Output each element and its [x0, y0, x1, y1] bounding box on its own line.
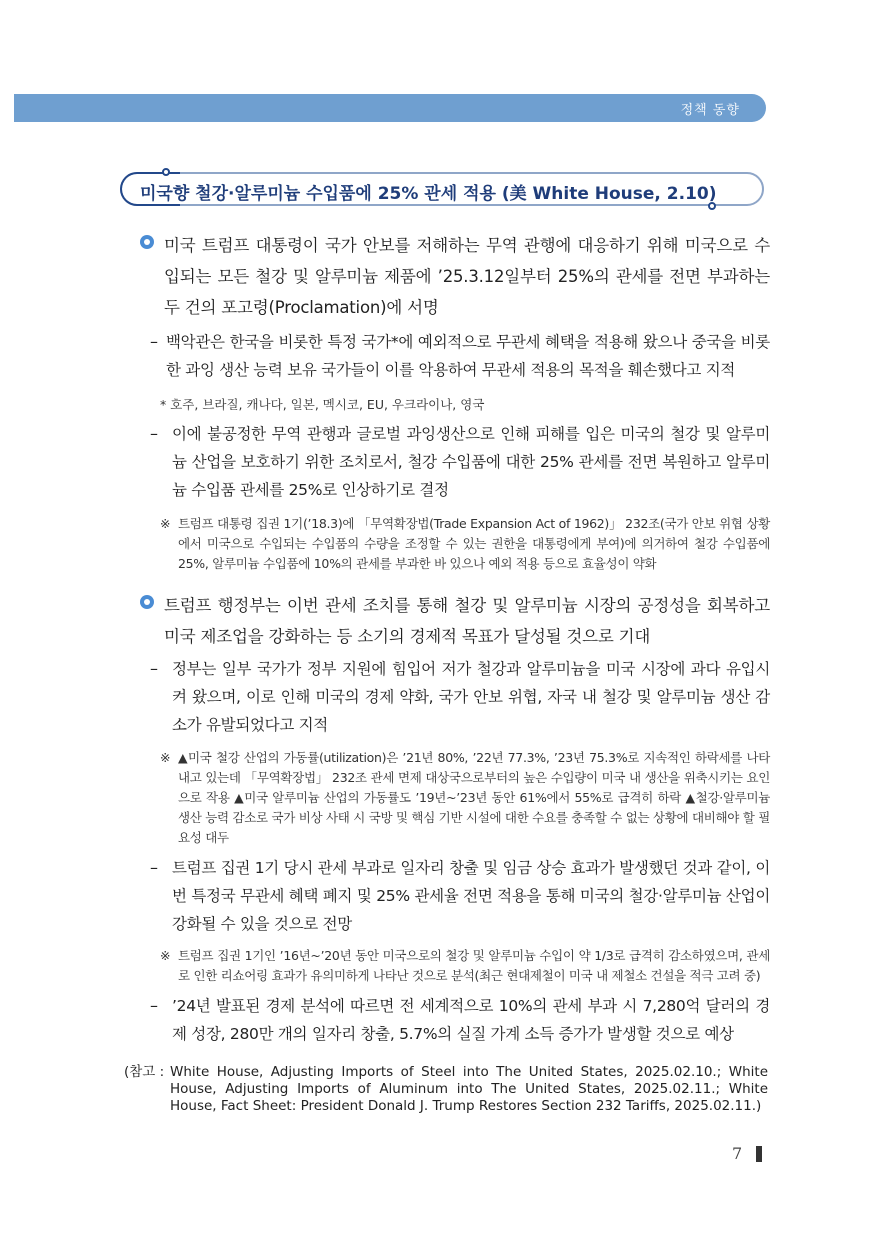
reference-text: 트럼프 집권 1기인 ’16년~’20년 동안 미국으로의 철강 및 알루미늄 수입이 약 1/3로 급격히 감소하였으며, 관세로 인한 리쇼어링 효과가 유의미하게 나타난 것으로 분석(최근 현대제철이 미국 내 제철소 건설을 적극 고려 중)	[178, 948, 770, 983]
reference-mark: ※	[160, 516, 171, 531]
title-dot-icon	[162, 168, 170, 176]
page-number: 7	[732, 1144, 743, 1163]
dash-text: 정부는 일부 국가가 정부 지원에 힘입어 저가 철강과 알루미늄을 미국 시장에 과다 유입시켜 왔으며, 이로 인해 미국의 경제 약화, 국가 안보 위협, 자국 내 철강 및 알루미늄 생산 감소가 유발되었다고 지적	[172, 660, 770, 734]
dash-item	[150, 854, 770, 938]
reference-note	[160, 946, 770, 986]
article-title: 미국향 철강·알루미늄 수입품에 25% 관세 적용 (美 White House, 2.10)	[140, 184, 717, 204]
dash-text: 트럼프 집권 1기 당시 관세 부과로 일자리 창출 및 임금 상승 효과가 발생했던 것과 같이, 이번 특정국 무관세 혜택 폐지 및 25% 관세율 전면 적용을 통해 미국의 철강·알루미늄 산업이 강화될 수 있을 것으로 전망	[172, 859, 770, 933]
dash-mark: –	[150, 659, 158, 678]
source-citation	[124, 1064, 768, 1115]
reference-text: ▲미국 철강 산업의 가동률(utilization)은 ’21년 80%, ’22년 77.3%, ’23년 75.3%로 지속적인 하락세를 나타내고 있는데 「무역확장법」 232조 관세 면제 대상국으로부터의 높은 수입량이 미국 내 생산을 위축시키는 요인으로 작용 ▲미국 알루미늄 산업의 가동률도 ’19년~’23년 동안 61%에서 55%로 급격히 하락 ▲철강·알루미늄 생산 능력 감소로 국가 비상 사태 시 국방 및 핵심 기반 시설에 대한 수요를 충족할 수 없는 상황에 대비해야 할 필요성 대두	[178, 750, 770, 845]
dash-item	[150, 328, 770, 384]
footnote: * 호주, 브라질, 캐나다, 일본, 멕시코, EU, 우크라이나, 영국	[160, 397, 485, 412]
dash-item	[150, 420, 770, 504]
reference-note	[160, 748, 770, 848]
dash-mark: –	[150, 332, 158, 351]
article-title-box	[120, 172, 764, 206]
dash-text: 백악관은 한국을 비롯한 특정 국가*에 예외적으로 무관세 혜택을 적용해 왔으나 중국을 비롯한 과잉 생산 능력 보유 국가들이 이를 악용하여 무관세 적용의 목적을 훼손했다고 지적	[166, 333, 770, 379]
reference-mark: ※	[160, 948, 171, 963]
bullet-item	[140, 230, 770, 323]
section-header-label: 정책 동향	[680, 103, 740, 118]
dash-item	[150, 992, 770, 1048]
bullet-item	[140, 590, 770, 652]
page-marker	[756, 1146, 762, 1162]
dash-item	[150, 655, 770, 739]
reference-mark: ※	[160, 750, 171, 765]
circle-bullet-icon	[140, 595, 154, 609]
dash-text: ’24년 발표된 경제 분석에 따르면 전 세계적으로 10%의 관세 부과 시 7,280억 달러의 경제 성장, 280만 개의 일자리 창출, 5.7%의 실질 가계 소득 증가가 발생할 것으로 예상	[172, 997, 770, 1043]
source-label: (참고 :	[124, 1064, 165, 1080]
reference-note	[160, 514, 770, 574]
dash-text: 이에 불공정한 무역 관행과 글로벌 과잉생산으로 인해 피해를 입은 미국의 철강 및 알루미늄 산업을 보호하기 위한 조치로서, 철강 수입품에 대한 25% 관세를 전면 복원하고 알루미늄 수입품 관세를 25%로 인상하기로 결정	[172, 425, 770, 499]
dash-mark: –	[150, 858, 158, 877]
section-header-bar	[14, 94, 766, 122]
reference-text: 트럼프 대통령 집권 1기(’18.3)에 「무역확장법(Trade Expansion Act of 1962)」 232조(국가 안보 위협 상황에서 미국으로 수입되는 수입품의 수량을 조정할 수 있는 권한을 대통령에게 부여)에 의거하여 철강 수입품에 25%, 알루미늄 수입품에 10%의 관세를 부과한 바 있으나 예외 적용 등으로 효율성이 약화	[178, 516, 770, 571]
bullet-text: 미국 트럼프 대통령이 국가 안보를 저해하는 무역 관행에 대응하기 위해 미국으로 수입되는 모든 철강 및 알루미늄 제품에 ’25.3.12일부터 25%의 관세를 전면 부과하는 두 건의 포고령(Proclamation)에 서명	[164, 236, 770, 317]
bullet-text: 트럼프 행정부는 이번 관세 조치를 통해 철강 및 알루미늄 시장의 공정성을 회복하고 미국 제조업을 강화하는 등 소기의 경제적 목표가 달성될 것으로 기대	[164, 596, 770, 646]
dash-mark: –	[150, 996, 158, 1015]
source-text: White House, Adjusting Imports of Steel into The United States, 2025.02.10.; White House, Adjusting Imports of Aluminum into The United States, 2025.02.11.; White House, Fact Sheet: President Donald J. Trump Restores Section 232 Tariffs, 2025.02.11.)	[170, 1064, 768, 1114]
circle-bullet-icon	[140, 235, 154, 249]
dash-mark: –	[150, 424, 158, 443]
